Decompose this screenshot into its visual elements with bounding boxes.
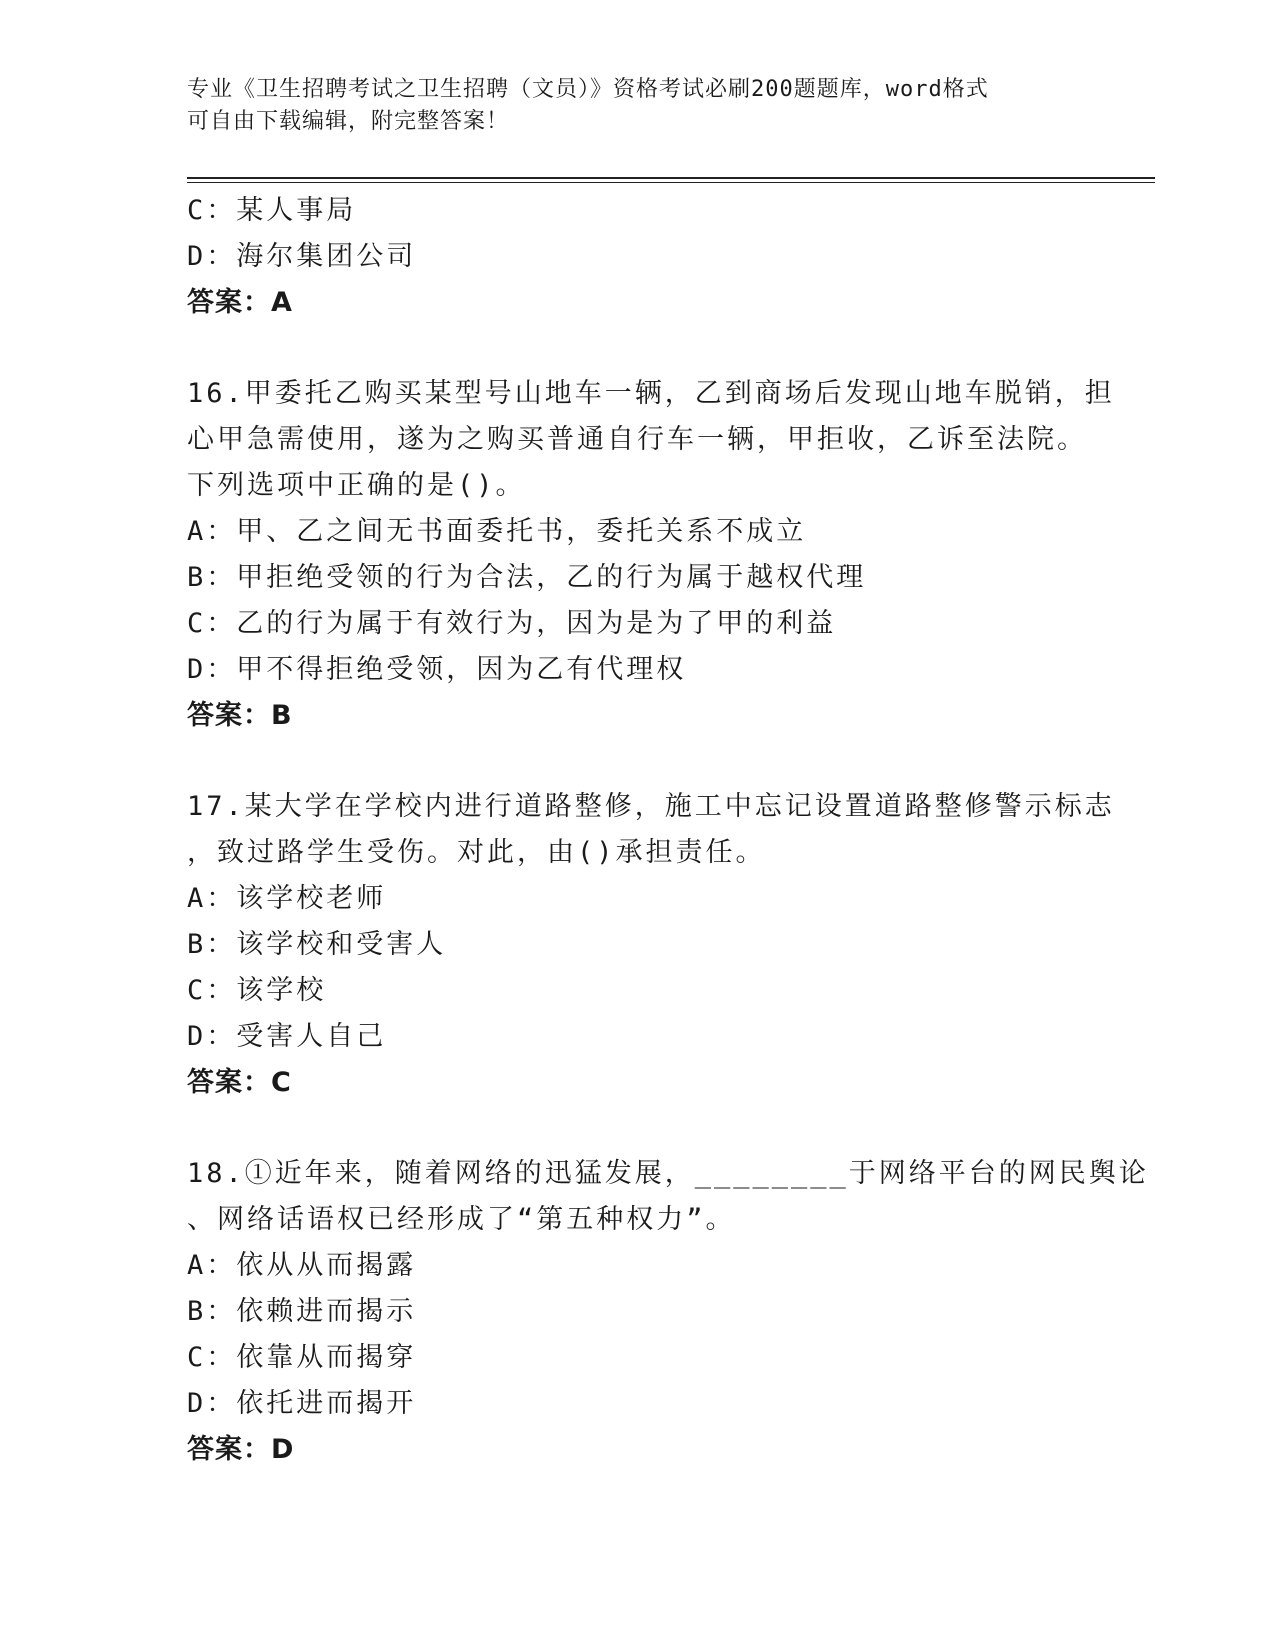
option-a: A：该学校老师 xyxy=(187,883,387,914)
option-c: C：依靠从而揭穿 xyxy=(187,1342,417,1373)
answer-label: 答案：D xyxy=(187,1434,295,1465)
question-stem-line: 、网络话语权已经形成了“第五种权力”。 xyxy=(187,1204,736,1235)
question-16 xyxy=(187,371,1115,739)
question-list xyxy=(187,188,1149,1473)
answer-label: 答案：C xyxy=(187,1067,292,1098)
question-stem-line: 18.①近年来，随着网络的迅猛发展，________于网络平台的网民舆论 xyxy=(187,1158,1149,1189)
question-17 xyxy=(187,784,1115,1106)
question-stem-line: 17.某大学在学校内进行道路整修，施工中忘记设置道路整修警示标志 xyxy=(187,791,1115,822)
spacer xyxy=(187,739,1087,784)
header-line-1: 专业《卫生招聘考试之卫生招聘（文员）》资格考试必刷200题题库，word格式 xyxy=(187,77,989,102)
page-header xyxy=(187,74,1067,138)
option-c: C：该学校 xyxy=(187,975,327,1006)
answer-label: 答案：A xyxy=(187,287,293,318)
question-stem-line: ，致过路学生受伤。对此，由()承担责任。 xyxy=(187,837,766,868)
option-b: B：依赖进而揭示 xyxy=(187,1296,417,1327)
header-divider-thin xyxy=(187,182,1155,183)
option-d: D：甲不得拒绝受领，因为乙有代理权 xyxy=(187,654,687,685)
option-c: C：乙的行为属于有效行为，因为是为了甲的利益 xyxy=(187,608,837,639)
option-a: A：甲、乙之间无书面委托书，委托关系不成立 xyxy=(187,516,807,547)
header-divider-thick xyxy=(187,177,1155,179)
spacer xyxy=(187,1106,1087,1151)
answer-label: 答案：B xyxy=(187,700,293,731)
option-d: D：依托进而揭开 xyxy=(187,1388,417,1419)
option-b: B：该学校和受害人 xyxy=(187,929,447,960)
question-stem-line: 心甲急需使用，遂为之购买普通自行车一辆，甲拒收，乙诉至法院。 xyxy=(187,424,1087,455)
option-d: D：海尔集团公司 xyxy=(187,241,417,272)
option-b: B：甲拒绝受领的行为合法，乙的行为属于越权代理 xyxy=(187,562,867,593)
option-c: C：某人事局 xyxy=(187,195,357,226)
option-a: A：依从从而揭露 xyxy=(187,1250,417,1281)
question-15 xyxy=(187,188,1087,326)
question-stem-line: 16.甲委托乙购买某型号山地车一辆，乙到商场后发现山地车脱销，担 xyxy=(187,378,1115,409)
spacer xyxy=(187,326,1087,371)
question-stem-line: 下列选项中正确的是()。 xyxy=(187,470,526,501)
option-d: D：受害人自己 xyxy=(187,1021,387,1052)
question-18 xyxy=(187,1151,1149,1473)
header-line-2: 可自由下载编辑，附完整答案！ xyxy=(187,109,510,134)
